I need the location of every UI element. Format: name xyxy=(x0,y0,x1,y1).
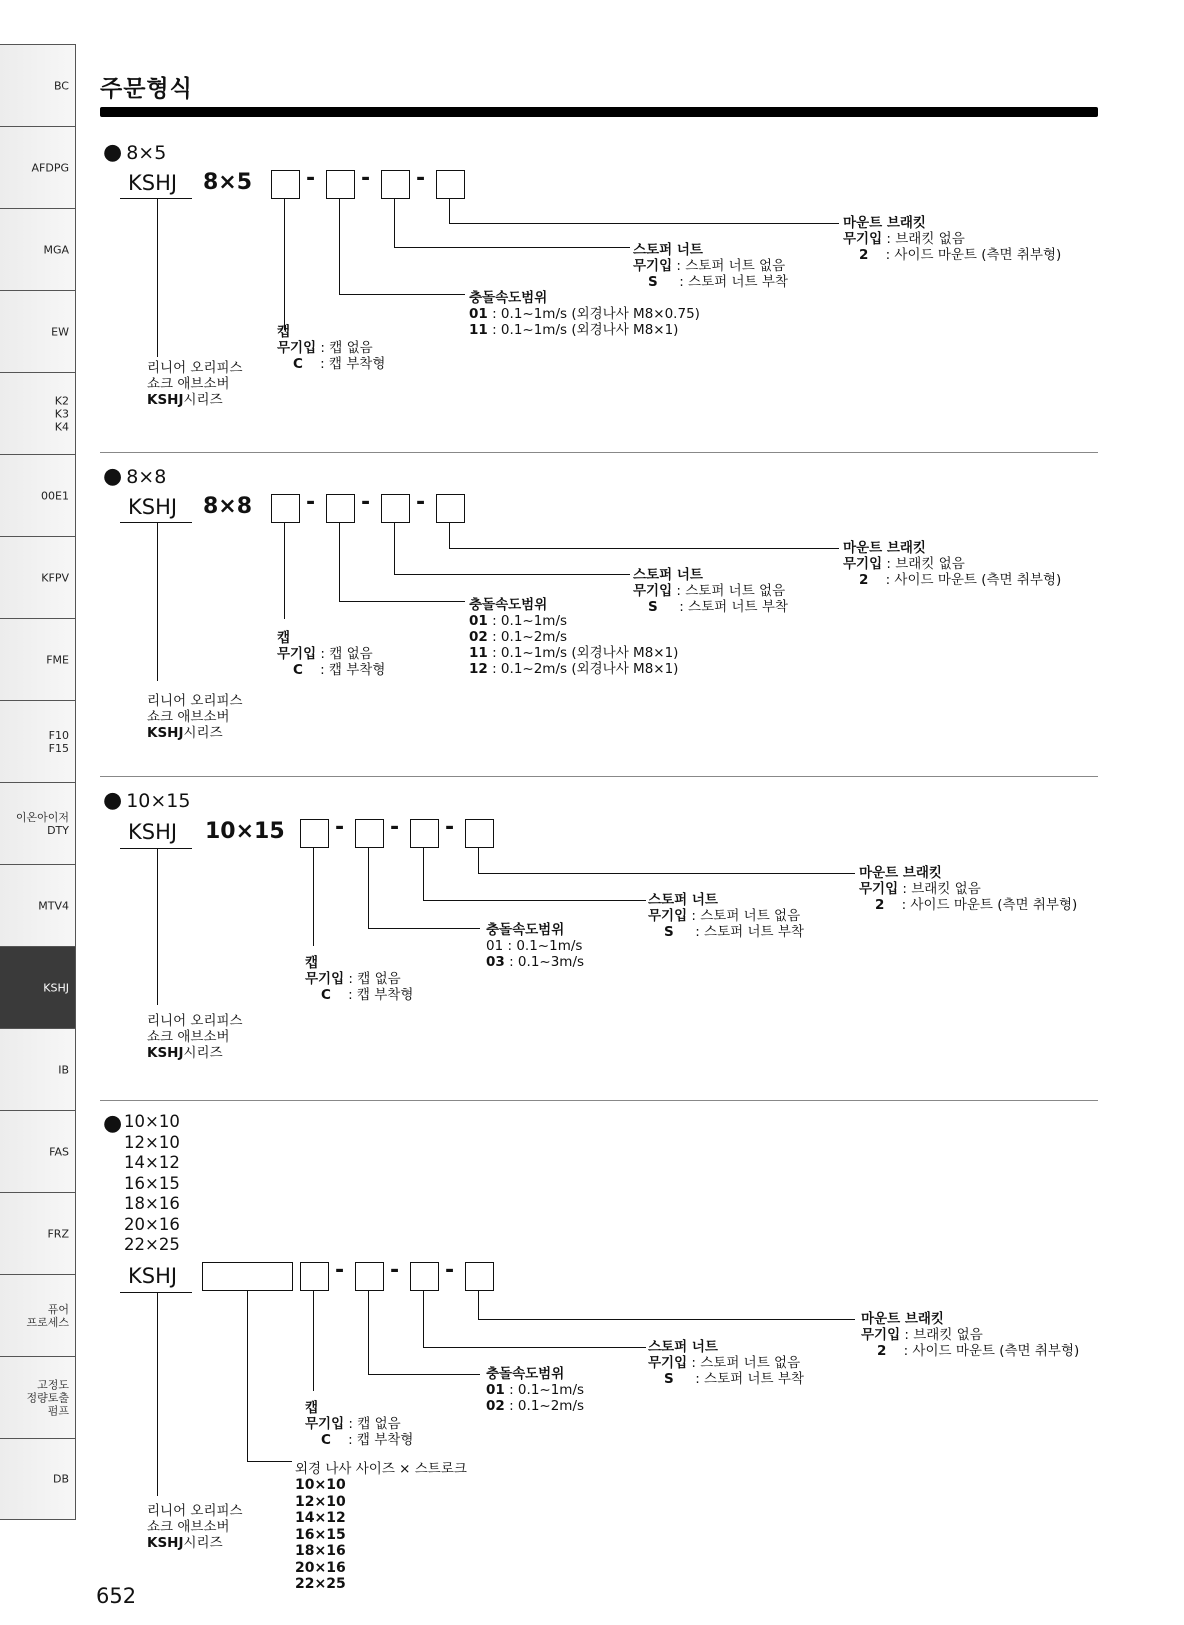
section-heading xyxy=(103,1111,122,1136)
leader-line xyxy=(313,848,314,946)
side-tab[interactable] xyxy=(0,1192,76,1274)
leader-line xyxy=(339,601,465,602)
side-tab-label: EW xyxy=(51,325,69,338)
leader-line xyxy=(478,1319,855,1320)
leader-line xyxy=(423,900,646,901)
leader-line xyxy=(120,198,192,199)
model-prefix: KSHJ xyxy=(128,171,178,195)
side-tab-label: MGA xyxy=(43,243,69,256)
side-tab[interactable] xyxy=(0,782,76,864)
side-tab[interactable] xyxy=(0,372,76,454)
leader-line xyxy=(339,294,465,295)
side-tab[interactable] xyxy=(0,946,76,1028)
bullet-icon: ● xyxy=(103,140,123,165)
option-box xyxy=(326,494,355,523)
option-box-cap xyxy=(271,170,300,199)
option-box xyxy=(410,819,439,848)
title-rule xyxy=(100,107,1098,117)
side-tab-label: K2 K3 K4 xyxy=(54,394,69,433)
separator-dash: - xyxy=(416,166,426,191)
leader-line xyxy=(157,849,158,1005)
side-tab-label: KSHJ xyxy=(43,981,69,994)
size-list-heading: 10×10 12×10 14×12 16×15 18×16 20×16 22×25 xyxy=(124,1112,180,1254)
separator-dash: - xyxy=(390,1258,400,1283)
leader-line xyxy=(478,1291,479,1319)
option-box xyxy=(300,1262,329,1291)
leader-line xyxy=(157,1293,158,1496)
side-tab[interactable] xyxy=(0,290,76,372)
leader-line xyxy=(394,247,630,248)
side-tab[interactable] xyxy=(0,1438,76,1520)
leader-line xyxy=(120,848,192,849)
side-tab-label: 퓨어 프로세스 xyxy=(26,1302,69,1329)
leader-line xyxy=(339,523,340,601)
leader-line xyxy=(423,848,424,900)
leader-line xyxy=(394,523,395,574)
side-tab[interactable] xyxy=(0,1110,76,1192)
leader-line xyxy=(368,848,369,928)
side-tab-label: FME xyxy=(46,653,69,666)
leader-line xyxy=(339,199,340,294)
side-tab[interactable] xyxy=(0,864,76,946)
side-tab[interactable] xyxy=(0,1028,76,1110)
section-heading: ● 10×15 xyxy=(103,788,191,813)
leader-line xyxy=(423,1291,424,1347)
leader-line xyxy=(449,199,450,223)
leader-line xyxy=(478,873,855,874)
leader-line xyxy=(394,574,630,575)
bullet-icon: ● xyxy=(103,788,123,813)
leader-line xyxy=(247,1291,248,1461)
divider xyxy=(100,1100,1098,1101)
leader-line xyxy=(157,199,158,357)
side-tab[interactable] xyxy=(0,1274,76,1356)
side-tab[interactable] xyxy=(0,1356,76,1438)
option-box xyxy=(300,819,329,848)
separator-dash: - xyxy=(335,815,345,840)
leader-line xyxy=(368,1291,369,1374)
option-box-mount xyxy=(436,170,465,199)
leader-line xyxy=(449,223,839,224)
option-box-stopper xyxy=(381,170,410,199)
leader-line xyxy=(284,199,285,330)
option-box xyxy=(465,819,494,848)
bullet-icon: ● xyxy=(103,1111,123,1136)
side-tab[interactable] xyxy=(0,700,76,782)
side-index-tabs xyxy=(0,44,76,1520)
leader-line xyxy=(157,523,158,681)
separator-dash: - xyxy=(335,1258,345,1283)
model-size: 8×5 xyxy=(203,170,253,195)
side-tab-label: FAS xyxy=(49,1145,69,1158)
section-heading: ● 8×5 xyxy=(103,140,167,165)
side-tab-label: AFDPG xyxy=(31,161,69,174)
page-number: 652 xyxy=(96,1584,137,1608)
option-box-speed xyxy=(326,170,355,199)
option-box xyxy=(436,494,465,523)
side-tab[interactable] xyxy=(0,44,76,126)
option-box xyxy=(271,494,300,523)
leader-line xyxy=(120,522,192,523)
divider xyxy=(100,452,1098,453)
leader-line xyxy=(478,848,479,873)
separator-dash: - xyxy=(390,815,400,840)
side-tab-label: KFPV xyxy=(41,571,69,584)
separator-dash: - xyxy=(306,490,316,515)
side-tab-label: IB xyxy=(58,1063,69,1076)
leader-line xyxy=(120,1292,192,1293)
side-tab-label: DB xyxy=(52,1472,69,1486)
side-tab-label: BC xyxy=(53,79,69,92)
side-tab-label: 고정도 정량토출 펌프 xyxy=(26,1378,69,1417)
separator-dash: - xyxy=(416,490,426,515)
side-tab[interactable] xyxy=(0,126,76,208)
size-options: 10×10 12×10 14×12 16×15 18×16 20×16 22×25 xyxy=(295,1477,346,1592)
side-tab-label: F10 F15 xyxy=(48,728,69,755)
separator-dash: - xyxy=(445,815,455,840)
divider xyxy=(100,776,1098,777)
leader-line xyxy=(247,1461,292,1462)
option-box xyxy=(381,494,410,523)
bullet-icon: ● xyxy=(103,464,123,489)
side-tab-label: MTV4 xyxy=(38,899,69,912)
separator-dash: - xyxy=(361,490,371,515)
leader-line xyxy=(284,523,285,619)
side-tab-label: FRZ xyxy=(47,1227,69,1240)
side-tab[interactable] xyxy=(0,536,76,618)
leader-line xyxy=(394,199,395,247)
side-tab-label: 00E1 xyxy=(41,489,69,502)
side-tab-label: 이온아이저 DTY xyxy=(15,810,69,837)
page-title: 주문형식 xyxy=(100,76,193,102)
leader-line xyxy=(449,523,450,548)
leader-line xyxy=(313,1291,314,1391)
leader-line xyxy=(368,1374,480,1375)
leader-line xyxy=(368,928,480,929)
separator-dash: - xyxy=(361,166,371,191)
option-box xyxy=(355,819,384,848)
side-tab[interactable] xyxy=(0,208,76,290)
size-title: 외경 나사 사이즈 × 스트로크 xyxy=(295,1461,467,1477)
side-tab[interactable] xyxy=(0,618,76,700)
section-heading: ● 8×8 xyxy=(103,464,167,489)
option-box xyxy=(355,1262,384,1291)
separator-dash: - xyxy=(306,166,316,191)
leader-line xyxy=(423,1347,646,1348)
option-box xyxy=(465,1262,494,1291)
option-box xyxy=(410,1262,439,1291)
option-box-size xyxy=(202,1262,293,1291)
separator-dash: - xyxy=(445,1258,455,1283)
side-tab[interactable] xyxy=(0,454,76,536)
leader-line xyxy=(449,548,839,549)
